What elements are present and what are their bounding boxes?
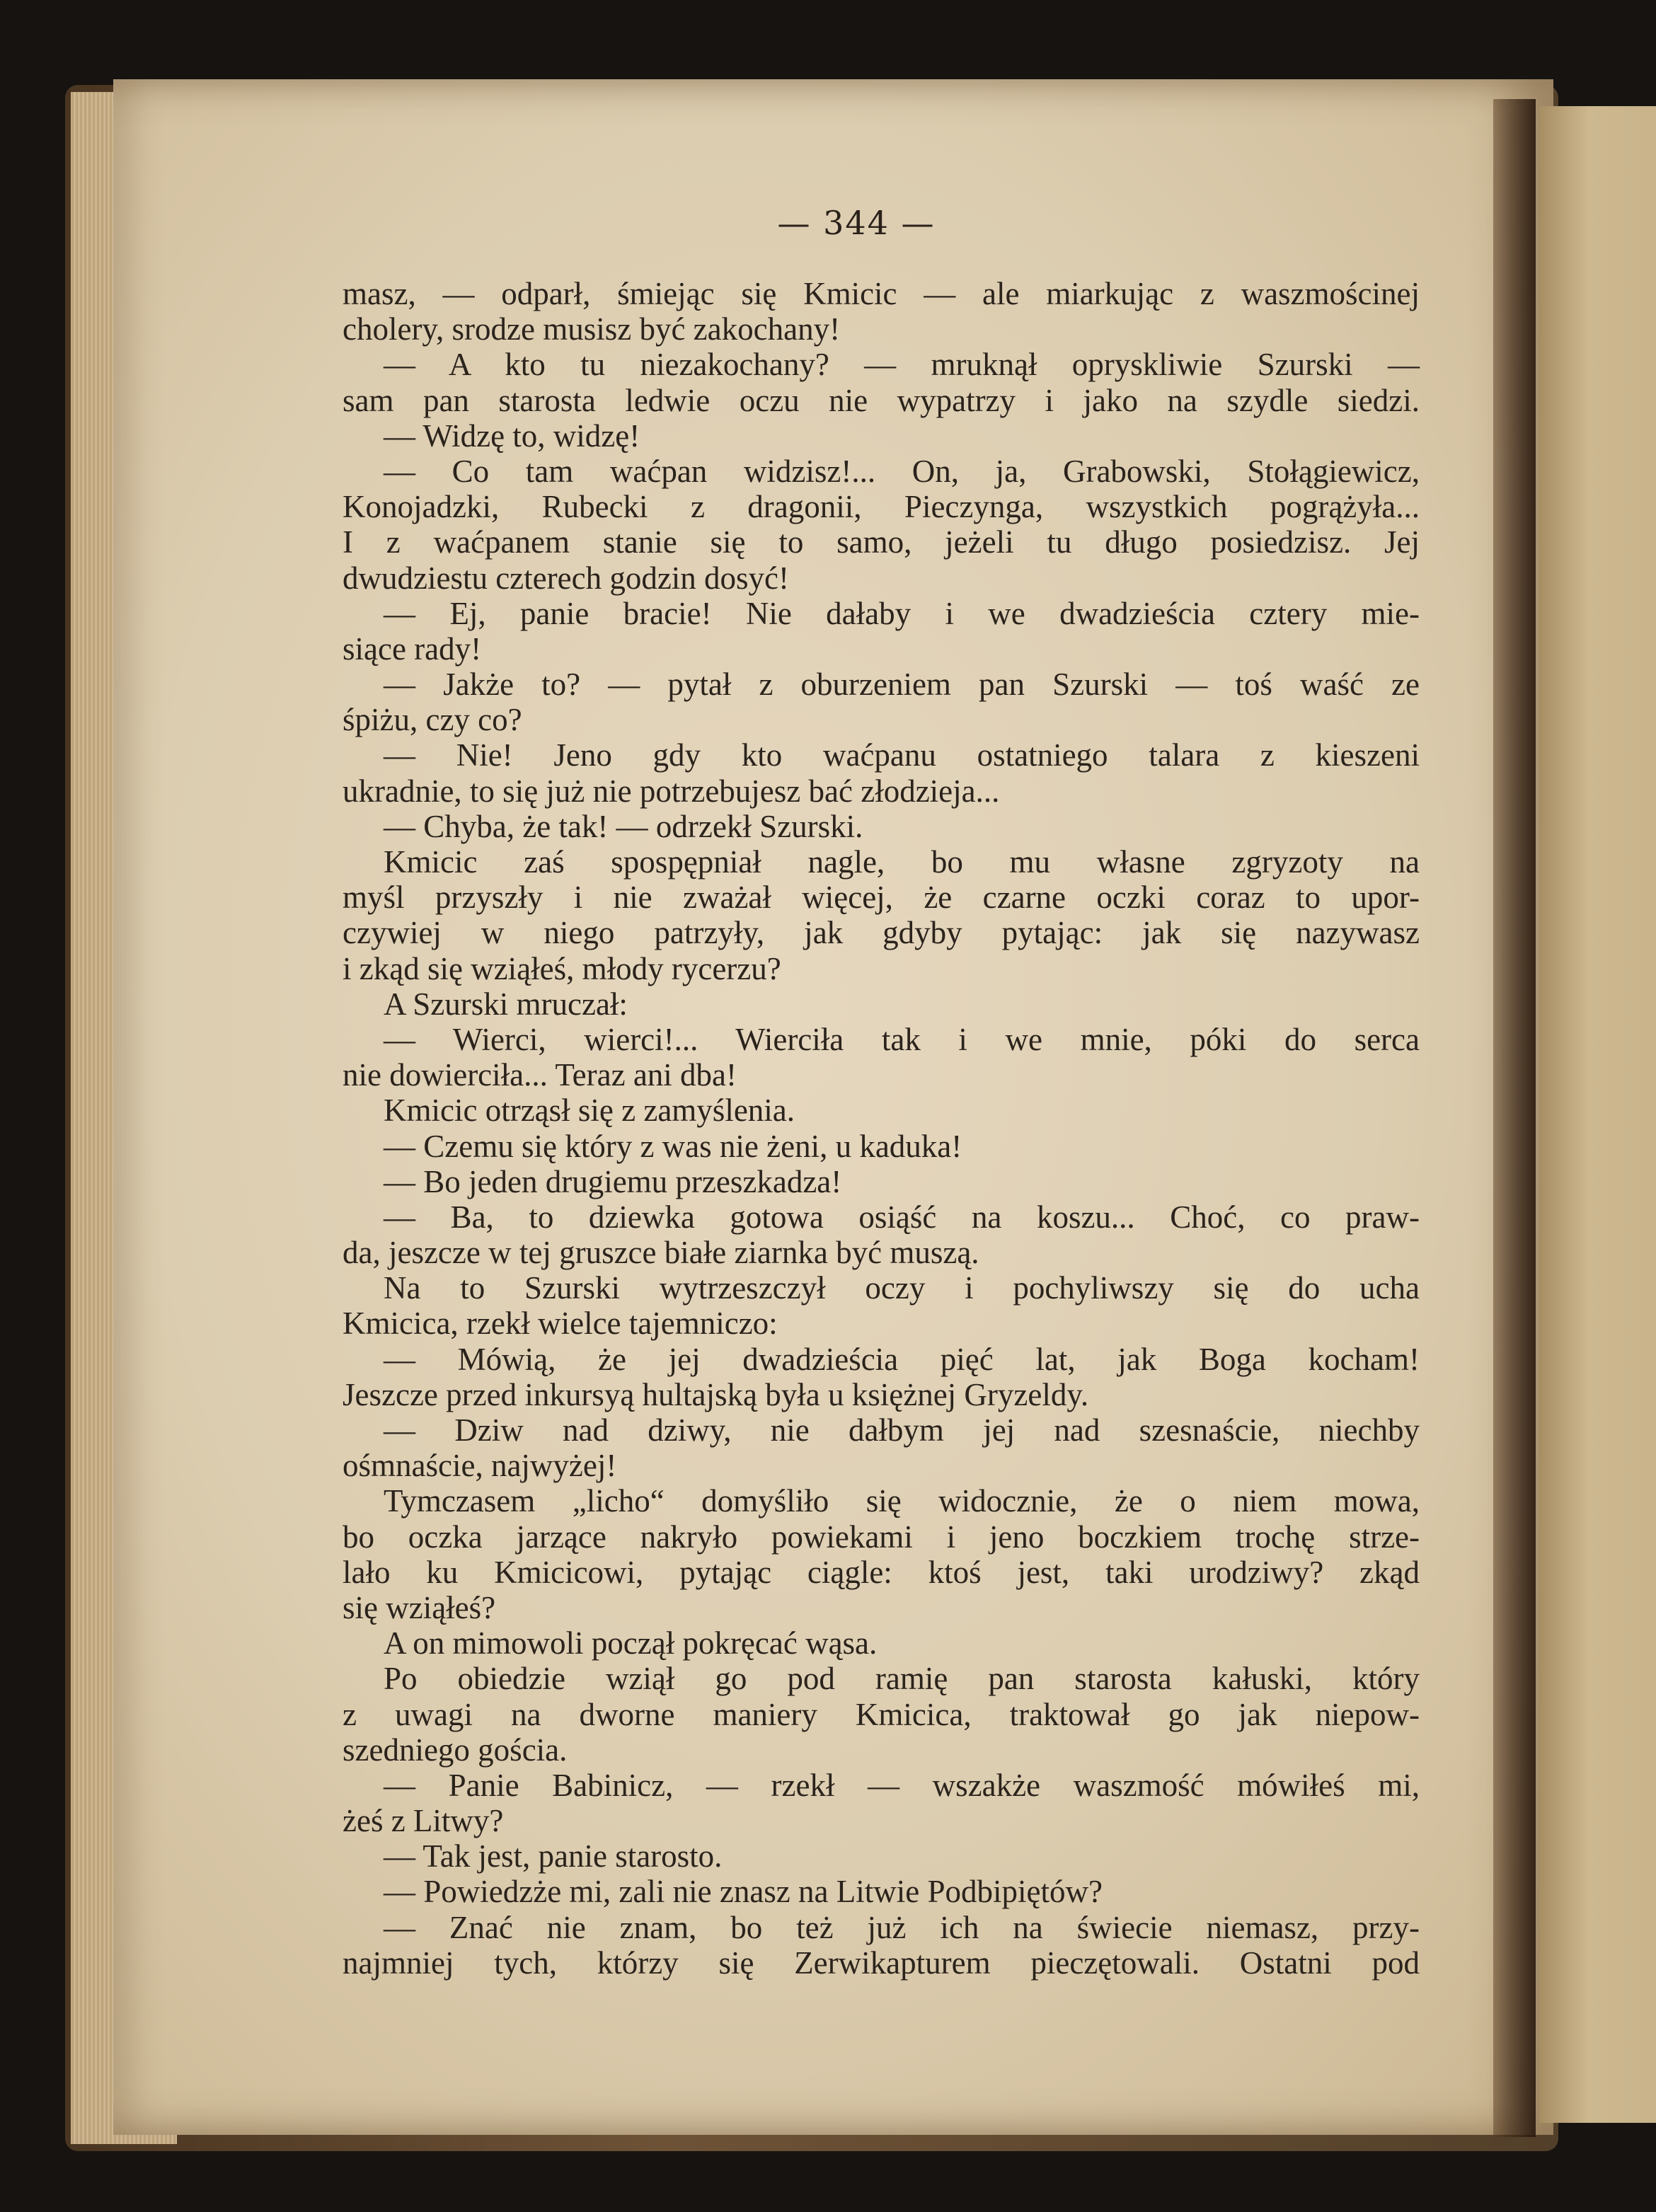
- text-line: — Powiedzże mi, zali nie znasz na Litwie Podbipiętów?: [384, 1874, 1103, 1910]
- page-number: — 344 —: [777, 204, 936, 242]
- text-line: ośmnaście, najwyżej!: [343, 1448, 617, 1484]
- text-line: — Co tam waćpan widzisz!... On, ja, Grabowski, Stołągiewicz,: [384, 453, 1420, 489]
- text-line: — Nie! Jeno gdy kto waćpanu ostatniego talara z kieszeni: [384, 737, 1420, 773]
- text-line: — Wierci, wierci!... Wierciła tak i we mnie, póki do serca: [384, 1021, 1420, 1057]
- text-line: — Chyba, że tak! — odrzekł Szurski.: [384, 808, 863, 844]
- text-line: — Znać nie znam, bo też już ich na świecie niemasz, przy-: [384, 1909, 1420, 1945]
- text-line: — A kto tu niezakochany? — mruknął opryskliwie Szurski —: [384, 347, 1420, 383]
- body-text: [343, 276, 1420, 1981]
- text-line: z uwagi na dworne maniery Kmicica, traktował go jak niepow-: [343, 1696, 1420, 1732]
- text-line: sam pan starosta ledwie oczu nie wypatrzy i jako na szydle siedzi.: [343, 382, 1420, 418]
- book-gutter: [1493, 99, 1536, 2137]
- text-line: — Dziw nad dziwy, nie dałbym jej nad szesnaście, niechby: [384, 1412, 1420, 1448]
- text-line: czywiej w niego patrzyły, jak gdyby pytając: jak się nazywasz: [343, 915, 1420, 951]
- text-line: siące rady!: [343, 630, 482, 667]
- text-line: — Jakże to? — pytał z oburzeniem pan Szurski — toś waść ze: [384, 667, 1420, 703]
- facing-page-edge: [1539, 106, 1656, 2123]
- text-line: śpiżu, czy co?: [343, 702, 522, 738]
- text-line: Kmicic zaś spospępniał nagle, bo mu własne zgryzoty na: [384, 844, 1420, 880]
- text-line: cholery, srodze musisz być zakochany!: [343, 311, 841, 347]
- text-line: Konojadzki, Rubecki z dragonii, Pieczynga, wszystkich pogrążyła...: [343, 489, 1420, 525]
- text-line: nie dowierciła... Teraz ani dba!: [343, 1057, 737, 1093]
- text-line: A on mimowoli począł pokręcać wąsa.: [384, 1625, 878, 1661]
- text-line: — Panie Babinicz, — rzekł — wszakże waszmość mówiłeś mi,: [384, 1767, 1420, 1803]
- text-line: Tymczasem „licho“ domyśliło się widocznie, że o niem mowa,: [384, 1483, 1420, 1519]
- text-line: — Ba, to dziewka gotowa osiąść na koszu... Choć, co praw-: [384, 1199, 1420, 1235]
- text-line: — Mówią, że jej dwadzieścia pięć lat, jak Boga kocham!: [384, 1341, 1420, 1377]
- text-line: myśl przyszły i nie zważał więcej, że czarne oczki coraz to upor-: [343, 880, 1420, 916]
- text-line: — Tak jest, panie starosto.: [384, 1838, 723, 1874]
- text-line: najmniej tych, którzy się Zerwikapturem pieczętowali. Ostatni pod: [343, 1945, 1420, 1981]
- text-line: się wziąłeś?: [343, 1589, 496, 1625]
- text-line: i zkąd się wziąłeś, młody rycerzu?: [343, 950, 781, 986]
- text-line: I z waćpanem stanie się to samo, jeżeli tu długo posiedzisz. Jej: [343, 524, 1420, 560]
- text-line: Po obiedzie wziął go pod ramię pan starosta kałuski, który: [384, 1661, 1420, 1697]
- text-line: — Ej, panie bracie! Nie dałaby i we dwadzieścia cztery mie-: [384, 595, 1420, 631]
- text-line: Jeszcze przed inkursyą hultajską była u księżnej Gryzeldy.: [343, 1376, 1089, 1412]
- text-line: — Czemu się który z was nie żeni, u kaduka!: [384, 1128, 962, 1164]
- text-line: — Widzę to, widzę!: [384, 417, 640, 454]
- text-line: masz, — odparł, śmiejąc się Kmicic — ale miarkując z waszmościnej: [343, 276, 1420, 311]
- text-line: ukradnie, to się już nie potrzebujesz bać złodzieja...: [343, 773, 1000, 809]
- text-line: Kmicic otrząsł się z zamyślenia.: [384, 1093, 795, 1129]
- text-line: bo oczka jarzące nakryło powiekami i jeno boczkiem trochę strze-: [343, 1519, 1420, 1555]
- text-line: dwudziestu czterech godzin dosyć!: [343, 560, 790, 596]
- text-line: żeś z Litwy?: [343, 1803, 504, 1839]
- text-line: — Bo jeden drugiemu przeszkadza!: [384, 1163, 842, 1199]
- text-line: lało ku Kmicicowi, pytając ciągle: ktoś jest, taki urodziwy? zkąd: [343, 1554, 1420, 1590]
- text-line: Kmicica, rzekł wielce tajemniczo:: [343, 1306, 778, 1342]
- text-line: da, jeszcze w tej gruszce białe ziarnka być muszą.: [343, 1235, 979, 1271]
- text-line: Na to Szurski wytrzeszczył oczy i pochyliwszy się do ucha: [384, 1270, 1420, 1306]
- text-line: A Szurski mruczał:: [384, 986, 628, 1022]
- text-line: szedniego gościa.: [343, 1732, 568, 1768]
